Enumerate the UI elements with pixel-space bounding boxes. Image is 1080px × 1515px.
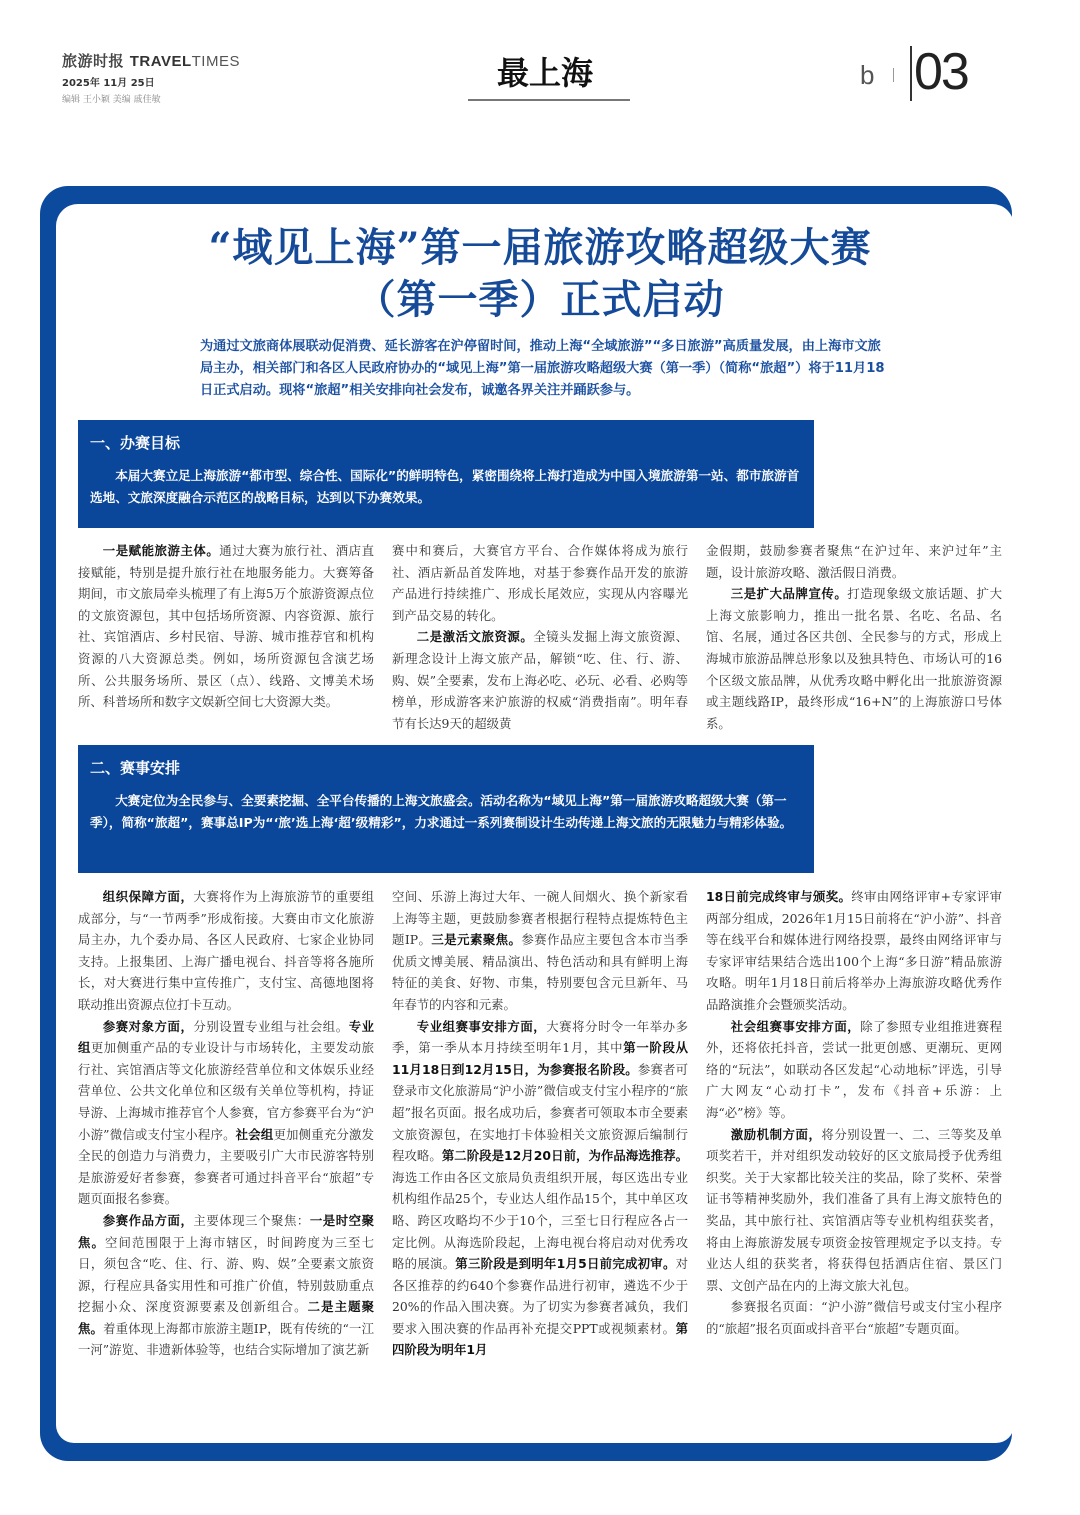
paragraph-text: 大赛将作为上海旅游节的重要组成部分，与“一节两季”形成衔接。大赛由市文化旅游局主办，九个委办局、各区人民政府、七家企业协同支持。上报集团、上海广播电视台、抖音等将各施所长，对大赛进行集中宣传推广，支付宝、高德地图将联动推出资源点位打卡互动。 [78,889,375,1012]
signup-paragraph: 参赛报名页面：“沪小游”微信号或支付宝小程序的“旅超”报名页面或抖音平台“旅超”专题页面。 [706,1299,1002,1336]
inline-bold: 第三阶段是到明年1月5日前完成初审。 [455,1256,676,1272]
section-2-title: 二、赛事安排 [90,759,181,777]
newspaper-name-cn: 旅游时报 [62,52,125,70]
column-2 [392,540,688,734]
page-edition-letter: b [860,60,875,90]
paragraph-text: 主要体现三个聚焦： [193,1212,310,1228]
section-underline [468,99,630,101]
paragraph-lead: 组织保障方面， [102,889,194,904]
paragraph [392,626,688,734]
paragraph [706,1016,1002,1124]
inline-bold: 第二阶段是12月20日前，为作品海选推荐。 [441,1148,688,1164]
paragraph [78,540,374,713]
paragraph-text: 着重体现上海都市旅游主题IP，既有传统的“一江一河”游览、非遗新体验等，也结合实际增加了演艺新 [78,1320,374,1358]
page-divider-small [893,68,894,82]
paragraph-lead: 参赛对象方面， [102,1018,194,1034]
paragraph-text: 将分别设置一、二、三等奖及单项奖若干，并对组织发动较好的区文旅局授予优秀组织奖。关于大家都比较关注的奖品，除了奖杯、荣誉证书等精神奖励外，我们准备了具有上海文旅特色的奖品，其中旅行社、宾馆酒店等专业机构组获奖者，将由上海旅游发展专项资金按管理规定予以支持。专业达人组的获奖者，将获得包括酒店住宿、景区门票、文创产品在内的上海文旅大礼包。 [706,1126,1003,1293]
newspaper-name-en-light: TIMES [191,53,240,70]
paragraph-text: 对各区推荐的约640个参赛作品进行初审，遴选不少于20%的作品入围决赛。为了切实为参赛者减负，我们要求入围决赛的作品再补充提交PPT或视频素材。 [392,1256,688,1336]
inline-bold: 18日前完成终审与颁奖。 [706,889,852,904]
paragraph [706,583,1002,734]
paragraph-text: 打造现象级文旅话题、扩大上海文旅影响力，推出一批名景、名吃、名品、名馆、名展，通过各区共创、全民参与的方式，形成上海城市旅游品牌总形象以及独具特色、市场认可的16个区级文旅品牌，从优秀攻略中孵化出一批旅游资源或主题线路IP，最终形成“16+N”的上海旅游口号体系。 [706,586,1003,731]
inline-bold: 三是元素聚焦。 [431,932,522,948]
section-name: 最上海 [496,54,593,92]
paragraph-text: 全镜头发掘上海文旅资源、新理念设计上海文旅产品，解锁“吃、住、行、游、购、娱”全要素，发布上海必吃、必玩、必看、必购等榜单，形成游客来沪旅游的权威“消费指南”。明年春节有长达9天的超级黄 [392,629,689,731]
paragraph-text: 参赛者可登录市文化旅游局“沪小游”微信或支付宝小程序的“旅超”报名页面。报名成功后，参赛者可领取本市全要素文旅资源包，在实地打卡体验相关文旅资源后编制行程攻略。 [392,1061,688,1164]
section-2-intro: 大赛定位为全民参与、全要素挖掘、全平台传播的上海文旅盛会。活动名称为“域见上海”第一届旅游攻略超级大赛（第一季），简称“旅超”，赛事总IP为“‘旅’选上海‘超’级精彩”，力求通过一系列赛制设计生动传递上海文旅的无限魅力与精彩体验。 [90,793,793,830]
paragraph: 赛中和赛后，大赛官方平台、合作媒体将成为旅行社、酒店新品首发阵地，对基于参赛作品开发的旅游产品进行持续推广、形成长尾效应，实现从内容曝光到产品交易的转化。 [392,543,688,623]
paragraph [78,886,374,1016]
section-1-intro: 本届大赛立足上海旅游“都市型、综合性、国际化”的鲜明特色，紧密围绕将上海打造成为中国入境旅游第一站、都市旅游首选地、文旅深度融合示范区的战略目标，达到以下办赛效果。 [90,468,800,505]
column-3 [706,540,1002,734]
headline-line-1: “域见上海”第一届旅游攻略超级大赛 [208,224,872,271]
section-1-box [78,420,814,528]
paragraph-text: 更加侧重产品的专业设计与市场转化，主要发动旅行社、宾馆酒店等文化旅游经营单位和文体娱乐业经营单位、公共文化单位和区级有关单位等机构，持证导游、上海城市推荐官个人参赛，官方参赛平台为“沪小游”微信或支付宝小程序。 [78,1040,375,1142]
paragraph [392,1016,688,1362]
inline-bold: 二是主题聚焦。 [78,1299,375,1336]
paragraph-text: 终审由网络评审+专家评审两部分组成，2026年1月15日前将在“沪小游”、抖音等在线平台和媒体进行网络投票，最终由网络评审与专家评审结果结合选出100个上海“多日游”精品旅游攻略。明年1月18日前后将举办上海旅游攻略优秀作品路演推介会暨颁奖活动。 [706,889,1002,1012]
paragraph-lead: 社会组赛事安排方面， [730,1018,861,1034]
section-2-box [78,745,814,873]
paragraph-lead: 一是赋能旅游主体。 [102,543,220,558]
editor-credits: 编辑 王小颖 美编 戚佳敏 [62,95,161,105]
inline-bold: 一是时空聚焦。 [78,1212,375,1250]
masthead [62,50,240,105]
paragraph-text: 空间、乐游上海过大年、一碗人间烟火、换个新家看上海等主题，更鼓励参赛者根据行程特点提炼特色主题IP。 [392,889,688,948]
inline-bold: 第一阶段从11月18日到12月15日，为参赛报名阶段。 [392,1040,688,1077]
article-headline [60,222,1020,326]
section-2-columns [78,886,1020,1361]
page-divider [910,46,912,101]
paragraph-text: 通过大赛为旅行社、酒店直接赋能，特别是提升旅行社在地服务能力。大赛筹备期间，市文旅局牵头梳理了有上海5万个旅游资源点位的文旅资源包，其中包括场所资源、内容资源、旅行社、宾馆酒店、乡村民宿、导游、城市推荐官和机构资源的八大资源总类。例如，场所资源包含演艺场所、公共服务场所、景区（点）、线路、文博美术场所、科普场所和数字文娱新空间七大资源大类。 [78,543,375,710]
paragraph [392,886,688,1016]
paragraph-text: 分别设置专业组与社会组。 [193,1018,349,1034]
paragraph [78,1210,374,1361]
paragraph-text: 更加侧重充分激发全民的创造力与消费力，主要吸引广大市民游客特别是旅游爱好者参赛，参赛者可通过抖音平台“旅超”专题页面报名参赛。 [78,1126,374,1207]
paragraph-lead: 激励机制方面， [730,1126,822,1142]
page-number: 03 [914,43,968,101]
paragraph: 金假期，鼓励参赛者聚焦“在沪过年、来沪过年”主题，设计旅游攻略、激活假日消费。 [706,543,1002,580]
headline-line-2: （第一季）正式启动 [355,276,725,323]
paragraph [706,1124,1002,1297]
paragraph [78,1016,374,1210]
section-1-title: 一、办赛目标 [90,434,181,452]
paragraph-lead: 参赛作品方面， [102,1212,194,1228]
paragraph-text: 除了参照专业组推进赛程外，还将依托抖音，尝试一批更创感、更潮玩、更网络的“玩法”，如联动各区发起“心动地标”评选，引导广大网友“心动打卡”，发布《抖音+乐游：上海“必”榜》等。 [706,1018,1002,1120]
column-1 [78,886,374,1361]
inline-bold: 专业组 [78,1018,375,1056]
paragraph-text: 空间范围限于上海市辖区，时间跨度为三至七日，须包含“吃、住、行、游、购、娱”全要素文旅资源，行程应具备实用性和可推广价值，特别鼓励重点挖掘小众、深度资源要素及创新组合。 [78,1234,375,1315]
paragraph-lead: 专业组赛事安排方面， [416,1018,547,1034]
paragraph-text: 参赛作品应主要包含本市当季优质文博美展、精品演出、特色活动和具有鲜明上海特征的美食、好物、市集，特别要包含元旦新年、马年春节的内容和元素。 [392,932,689,1012]
section-1-columns [78,540,1020,734]
column-1 [78,540,374,734]
inline-bold: 第四阶段为明年1月 [392,1320,688,1358]
paragraph-text: 海选工作由各区文旅局负责组织开展，每区选出专业机构组作品25个，专业达人组作品15个，其中单区攻略、跨区攻略均不少于10个，三至七日行程应各占一定比例。从海选阶段起，上海电视台将启动对优秀攻略的展演。 [392,1169,688,1272]
issue-date: 2025年 11月 25日 [62,78,155,89]
newspaper-title [62,50,240,71]
inline-bold: 社会组 [235,1126,274,1142]
article-lead: 为通过文旅商体展联动促消费、延长游客在沪停留时间，推动上海“全域旅游”“多日旅游”高质量发展，由上海市文旅局主办，相关部门和各区人民政府协办的“域见上海”第一届旅游攻略超级大赛（第一季）（简称“旅超”）将于11月18日正式启动。现将“旅超”相关安排向社会发布，诚邀各界关注并踊跃参与。 [200,339,885,398]
paragraph [706,886,1002,1016]
paragraph-lead: 三是扩大品牌宣传。 [730,586,848,602]
paragraph-lead: 二是激活文旅资源。 [416,629,534,645]
newspaper-name-en-bold: TRAVEL [129,53,192,70]
paragraph-text: 大赛将分时令一年举办多季，第一季从本月持续至明年1月，其中 [392,1018,688,1056]
column-3 [706,886,1002,1361]
column-2 [392,886,688,1361]
